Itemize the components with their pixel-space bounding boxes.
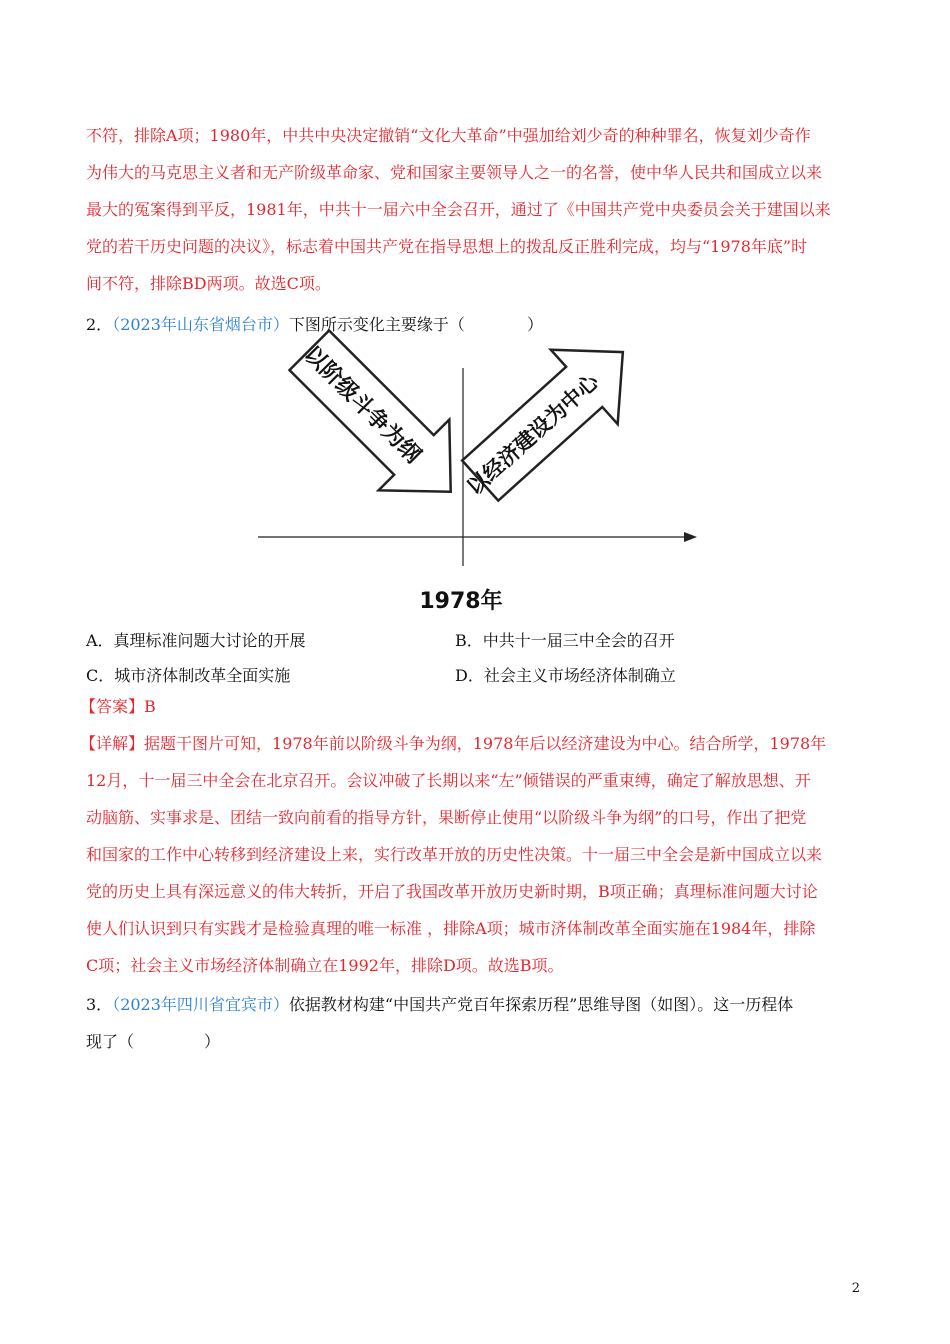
answer-line [80,688,870,725]
question-text: 下图所示变化主要缘于（ [288,315,465,334]
answer-value: B [144,697,156,716]
question-text: 现了（ [86,1032,135,1051]
detail-label: 【详解】 [80,734,145,753]
option-d: D．社会主义市场经济体制确立 [455,666,676,685]
answer-section [80,688,870,984]
question-source: （2023年四川省宜宾市） [112,995,289,1014]
question-text: 依据教材构建“中国共产党百年探索历程”思维导图（如图）。这一历程体 [288,995,794,1014]
detail-line: 党的历史上具有深远意义的伟大转折，开启了我国改革开放历史新时期，B项正确；真理标准问题大讨论 [86,882,818,901]
detail-line: 动脑筋、实事求是、团结一致向前看的指导方针，果断停止使用“以阶级斗争为纲”的口号，作出了把党 [86,808,807,827]
question-number: 2． [86,315,113,334]
policy-shift-figure [0,0,950,620]
explanation-line: 不符，排除A项；1980年，中共中央决定撤销“文化大革命”中强加给刘少奇的种种罪名，恢复刘少奇作 [86,126,811,145]
explanation-line: 党的若干历史问题的决议》，标志着中国共产党在指导思想上的拨乱反正胜利完成，均与“1978年底”时 [86,237,808,256]
detail-line: 和国家的工作中心转移到经济建设上来，实行改革开放的历史性决策。十一届三中全会是新中国成立以来 [86,845,823,864]
explanation-line: 最大的冤案得到平反，1981年，中共十一届六中全会召开，通过了《中国共产党中央委员会关于建国以来 [86,200,831,219]
page-number: 2 [851,1281,860,1296]
option-b: B．中共十一届三中全会的召开 [455,631,675,650]
arrow-before-1978 [273,314,486,527]
option-c: C．城市济体制改革全面实施 [86,666,291,685]
detail-line: 【详解】据题干图片可知，1978年前以阶级斗争为纲，1978年后以经济建设为中心。结合所学，1978年 [80,734,827,753]
question-number: 3． [86,995,113,1014]
year-label: 1978年 [419,589,503,614]
option-a: A．真理标准问题大讨论的开展 [86,631,306,650]
arrow-after-label: 以经济建设为中心 [462,369,604,500]
detail-line: 12月，十一届三中全会在北京召开。会议冲破了长期以来“左”倾错误的严重束缚，确定了解放思想、开 [86,771,811,790]
question-3-stem [86,986,866,1060]
axis-arrowhead-icon [684,532,697,542]
question-text-close: ） [526,315,543,334]
question-source: （2023年山东省烟台市） [112,315,289,334]
arrow-after-1978 [436,315,656,527]
detail-line: 使人们认识到只有实践才是检验真理的唯一标准 ，排除A项；城市济体制改革全面实施在1984年，排除 [86,919,816,938]
explanation-line: 为伟大的马克思主义者和无产阶级革命家、党和国家主要领导人之一的名誉，使中华人民共和国成立以来 [86,163,823,182]
explanation-line: 间不符，排除BD两项。故选C项。 [86,274,331,293]
detail-line: C项；社会主义市场经济体制确立在1992年，排除D项。故选B项。 [86,956,564,975]
answer-label: 【答案】 [80,697,145,716]
question-text-close: ） [204,1032,221,1051]
arrow-before-label: 以阶级斗争为纲 [298,341,426,469]
